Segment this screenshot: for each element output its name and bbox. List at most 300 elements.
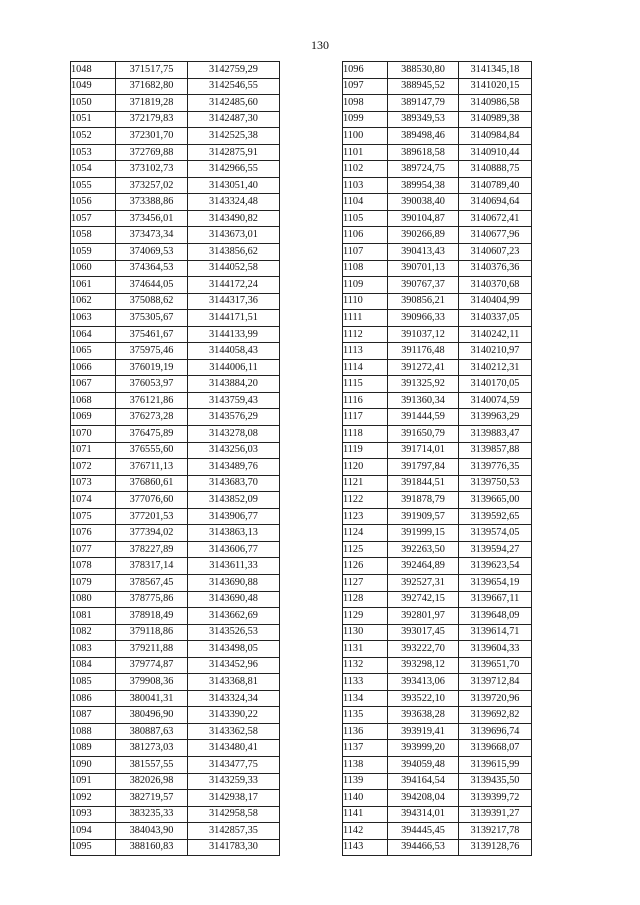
y-coordinate-cell: 3144133,99 bbox=[188, 326, 280, 343]
point-number-cell: 1108 bbox=[343, 260, 388, 277]
point-number-cell: 1075 bbox=[71, 508, 116, 525]
x-coordinate-cell: 379774,87 bbox=[116, 657, 188, 674]
point-number-cell: 1066 bbox=[71, 359, 116, 376]
point-number-cell: 1122 bbox=[343, 492, 388, 509]
point-number-cell: 1116 bbox=[343, 392, 388, 409]
point-number-cell: 1071 bbox=[71, 442, 116, 459]
table-row bbox=[71, 326, 280, 343]
point-number-cell: 1143 bbox=[343, 839, 388, 856]
y-coordinate-cell: 3142875,91 bbox=[188, 144, 280, 161]
point-number-cell: 1127 bbox=[343, 574, 388, 591]
table-row bbox=[71, 525, 280, 542]
table-row bbox=[71, 839, 280, 856]
table-row bbox=[71, 574, 280, 591]
coordinates-table-right bbox=[342, 61, 532, 856]
x-coordinate-cell: 391176,48 bbox=[388, 343, 459, 360]
point-number-cell: 1086 bbox=[71, 690, 116, 707]
point-number-cell: 1054 bbox=[71, 161, 116, 178]
x-coordinate-cell: 392464,89 bbox=[388, 558, 459, 575]
point-number-cell: 1072 bbox=[71, 459, 116, 476]
table-row bbox=[343, 707, 532, 724]
table-row bbox=[71, 227, 280, 244]
y-coordinate-cell: 3143611,33 bbox=[188, 558, 280, 575]
y-coordinate-cell: 3140986,58 bbox=[459, 95, 532, 112]
y-coordinate-cell: 3144058,43 bbox=[188, 343, 280, 360]
x-coordinate-cell: 384043,90 bbox=[116, 823, 188, 840]
x-coordinate-cell: 391325,92 bbox=[388, 376, 459, 393]
y-coordinate-cell: 3144006,11 bbox=[188, 359, 280, 376]
point-number-cell: 1128 bbox=[343, 591, 388, 608]
table-row bbox=[343, 657, 532, 674]
y-coordinate-cell: 3143498,05 bbox=[188, 641, 280, 658]
page-number: 130 bbox=[311, 38, 329, 52]
point-number-cell: 1111 bbox=[343, 310, 388, 327]
x-coordinate-cell: 375461,67 bbox=[116, 326, 188, 343]
table-row bbox=[71, 541, 280, 558]
table-row bbox=[71, 591, 280, 608]
x-coordinate-cell: 376053,97 bbox=[116, 376, 188, 393]
x-coordinate-cell: 373257,02 bbox=[116, 177, 188, 194]
y-coordinate-cell: 3143477,75 bbox=[188, 756, 280, 773]
table-row bbox=[343, 558, 532, 575]
point-number-cell: 1084 bbox=[71, 657, 116, 674]
x-coordinate-cell: 389954,38 bbox=[388, 177, 459, 194]
point-number-cell: 1092 bbox=[71, 790, 116, 807]
x-coordinate-cell: 379211,88 bbox=[116, 641, 188, 658]
point-number-cell: 1115 bbox=[343, 376, 388, 393]
x-coordinate-cell: 372179,83 bbox=[116, 111, 188, 128]
y-coordinate-cell: 3144171,51 bbox=[188, 310, 280, 327]
y-coordinate-cell: 3143362,58 bbox=[188, 723, 280, 740]
y-coordinate-cell: 3140210,97 bbox=[459, 343, 532, 360]
x-coordinate-cell: 390767,37 bbox=[388, 277, 459, 294]
table-row bbox=[343, 492, 532, 509]
table-row bbox=[343, 409, 532, 426]
table-row bbox=[343, 674, 532, 691]
x-coordinate-cell: 378567,45 bbox=[116, 574, 188, 591]
table-row bbox=[71, 508, 280, 525]
table-row bbox=[343, 641, 532, 658]
point-number-cell: 1119 bbox=[343, 442, 388, 459]
point-number-cell: 1107 bbox=[343, 244, 388, 261]
point-number-cell: 1081 bbox=[71, 608, 116, 625]
x-coordinate-cell: 376475,89 bbox=[116, 426, 188, 443]
y-coordinate-cell: 3140888,75 bbox=[459, 161, 532, 178]
point-number-cell: 1064 bbox=[71, 326, 116, 343]
point-number-cell: 1099 bbox=[343, 111, 388, 128]
x-coordinate-cell: 391844,51 bbox=[388, 475, 459, 492]
point-number-cell: 1062 bbox=[71, 293, 116, 310]
x-coordinate-cell: 376121,86 bbox=[116, 392, 188, 409]
table-row bbox=[71, 442, 280, 459]
point-number-cell: 1053 bbox=[71, 144, 116, 161]
x-coordinate-cell: 374644,05 bbox=[116, 277, 188, 294]
point-number-cell: 1076 bbox=[71, 525, 116, 542]
table-row bbox=[343, 839, 532, 856]
x-coordinate-cell: 389618,58 bbox=[388, 144, 459, 161]
x-coordinate-cell: 394466,53 bbox=[388, 839, 459, 856]
point-number-cell: 1095 bbox=[71, 839, 116, 856]
table-row bbox=[343, 392, 532, 409]
point-number-cell: 1082 bbox=[71, 624, 116, 641]
point-number-cell: 1140 bbox=[343, 790, 388, 807]
table-row bbox=[71, 343, 280, 360]
x-coordinate-cell: 374364,53 bbox=[116, 260, 188, 277]
point-number-cell: 1061 bbox=[71, 277, 116, 294]
point-number-cell: 1142 bbox=[343, 823, 388, 840]
point-number-cell: 1101 bbox=[343, 144, 388, 161]
table-row bbox=[71, 475, 280, 492]
y-coordinate-cell: 3139604,33 bbox=[459, 641, 532, 658]
table-row bbox=[71, 95, 280, 112]
table-row bbox=[71, 723, 280, 740]
point-number-cell: 1094 bbox=[71, 823, 116, 840]
point-number-cell: 1078 bbox=[71, 558, 116, 575]
x-coordinate-cell: 388160,83 bbox=[116, 839, 188, 856]
point-number-cell: 1121 bbox=[343, 475, 388, 492]
table-row bbox=[71, 773, 280, 790]
y-coordinate-cell: 3139750,53 bbox=[459, 475, 532, 492]
table-row bbox=[343, 161, 532, 178]
y-coordinate-cell: 3141020,15 bbox=[459, 78, 532, 95]
y-coordinate-cell: 3139720,96 bbox=[459, 690, 532, 707]
table-row bbox=[343, 541, 532, 558]
y-coordinate-cell: 3140376,36 bbox=[459, 260, 532, 277]
y-coordinate-cell: 3139696,74 bbox=[459, 723, 532, 740]
table-row bbox=[71, 244, 280, 261]
table-row bbox=[343, 227, 532, 244]
table-row bbox=[343, 525, 532, 542]
x-coordinate-cell: 389724,75 bbox=[388, 161, 459, 178]
point-number-cell: 1085 bbox=[71, 674, 116, 691]
y-coordinate-cell: 3140074,59 bbox=[459, 392, 532, 409]
y-coordinate-cell: 3142485,60 bbox=[188, 95, 280, 112]
point-number-cell: 1088 bbox=[71, 723, 116, 740]
y-coordinate-cell: 3143489,76 bbox=[188, 459, 280, 476]
table-row bbox=[343, 111, 532, 128]
y-coordinate-cell: 3139574,05 bbox=[459, 525, 532, 542]
x-coordinate-cell: 392263,50 bbox=[388, 541, 459, 558]
table-row bbox=[71, 310, 280, 327]
table-row bbox=[343, 459, 532, 476]
y-coordinate-cell: 3140170,05 bbox=[459, 376, 532, 393]
table-row bbox=[71, 392, 280, 409]
x-coordinate-cell: 373388,86 bbox=[116, 194, 188, 211]
point-number-cell: 1089 bbox=[71, 740, 116, 757]
x-coordinate-cell: 381557,55 bbox=[116, 756, 188, 773]
table-row bbox=[343, 194, 532, 211]
x-coordinate-cell: 375305,67 bbox=[116, 310, 188, 327]
y-coordinate-cell: 3143852,09 bbox=[188, 492, 280, 509]
y-coordinate-cell: 3139654,19 bbox=[459, 574, 532, 591]
table-row bbox=[343, 426, 532, 443]
point-number-cell: 1110 bbox=[343, 293, 388, 310]
y-coordinate-cell: 3139435,50 bbox=[459, 773, 532, 790]
x-coordinate-cell: 391037,12 bbox=[388, 326, 459, 343]
y-coordinate-cell: 3143856,62 bbox=[188, 244, 280, 261]
y-coordinate-cell: 3143884,20 bbox=[188, 376, 280, 393]
table-row bbox=[71, 624, 280, 641]
table-row bbox=[71, 62, 280, 79]
x-coordinate-cell: 377394,02 bbox=[116, 525, 188, 542]
table-row bbox=[343, 790, 532, 807]
x-coordinate-cell: 390413,43 bbox=[388, 244, 459, 261]
table-row bbox=[343, 823, 532, 840]
x-coordinate-cell: 393638,28 bbox=[388, 707, 459, 724]
y-coordinate-cell: 3139592,65 bbox=[459, 508, 532, 525]
point-number-cell: 1102 bbox=[343, 161, 388, 178]
point-number-cell: 1125 bbox=[343, 541, 388, 558]
point-number-cell: 1103 bbox=[343, 177, 388, 194]
table-row bbox=[71, 194, 280, 211]
point-number-cell: 1052 bbox=[71, 128, 116, 145]
table-row bbox=[343, 806, 532, 823]
table-row bbox=[71, 790, 280, 807]
x-coordinate-cell: 390038,40 bbox=[388, 194, 459, 211]
x-coordinate-cell: 373473,34 bbox=[116, 227, 188, 244]
y-coordinate-cell: 3143324,34 bbox=[188, 690, 280, 707]
table-row bbox=[343, 591, 532, 608]
x-coordinate-cell: 375088,62 bbox=[116, 293, 188, 310]
table-row bbox=[343, 376, 532, 393]
point-number-cell: 1120 bbox=[343, 459, 388, 476]
x-coordinate-cell: 381273,03 bbox=[116, 740, 188, 757]
y-coordinate-cell: 3140337,05 bbox=[459, 310, 532, 327]
table-row bbox=[343, 756, 532, 773]
x-coordinate-cell: 394208,04 bbox=[388, 790, 459, 807]
table-row bbox=[71, 608, 280, 625]
table-row bbox=[343, 773, 532, 790]
table-row bbox=[71, 707, 280, 724]
y-coordinate-cell: 3142759,29 bbox=[188, 62, 280, 79]
point-number-cell: 1132 bbox=[343, 657, 388, 674]
x-coordinate-cell: 390104,87 bbox=[388, 210, 459, 227]
table-row bbox=[343, 260, 532, 277]
y-coordinate-cell: 3139623,54 bbox=[459, 558, 532, 575]
point-number-cell: 1074 bbox=[71, 492, 116, 509]
table-row bbox=[71, 359, 280, 376]
x-coordinate-cell: 371517,75 bbox=[116, 62, 188, 79]
table-row bbox=[71, 641, 280, 658]
point-number-cell: 1139 bbox=[343, 773, 388, 790]
table-row bbox=[343, 608, 532, 625]
table-row bbox=[343, 144, 532, 161]
x-coordinate-cell: 393522,10 bbox=[388, 690, 459, 707]
y-coordinate-cell: 3142958,58 bbox=[188, 806, 280, 823]
point-number-cell: 1080 bbox=[71, 591, 116, 608]
table-row bbox=[71, 277, 280, 294]
table-row bbox=[71, 558, 280, 575]
point-number-cell: 1123 bbox=[343, 508, 388, 525]
x-coordinate-cell: 383235,33 bbox=[116, 806, 188, 823]
x-coordinate-cell: 388945,52 bbox=[388, 78, 459, 95]
point-number-cell: 1106 bbox=[343, 227, 388, 244]
x-coordinate-cell: 376860,61 bbox=[116, 475, 188, 492]
x-coordinate-cell: 390856,21 bbox=[388, 293, 459, 310]
x-coordinate-cell: 380496,90 bbox=[116, 707, 188, 724]
x-coordinate-cell: 374069,53 bbox=[116, 244, 188, 261]
point-number-cell: 1077 bbox=[71, 541, 116, 558]
x-coordinate-cell: 376711,13 bbox=[116, 459, 188, 476]
x-coordinate-cell: 392527,31 bbox=[388, 574, 459, 591]
coordinates-table-left bbox=[70, 61, 280, 856]
y-coordinate-cell: 3143690,48 bbox=[188, 591, 280, 608]
x-coordinate-cell: 393017,45 bbox=[388, 624, 459, 641]
point-number-cell: 1060 bbox=[71, 260, 116, 277]
y-coordinate-cell: 3143606,77 bbox=[188, 541, 280, 558]
point-number-cell: 1113 bbox=[343, 343, 388, 360]
point-number-cell: 1109 bbox=[343, 277, 388, 294]
y-coordinate-cell: 3139668,07 bbox=[459, 740, 532, 757]
table-row bbox=[71, 657, 280, 674]
x-coordinate-cell: 377076,60 bbox=[116, 492, 188, 509]
table-row bbox=[343, 210, 532, 227]
x-coordinate-cell: 393999,20 bbox=[388, 740, 459, 757]
y-coordinate-cell: 3140370,68 bbox=[459, 277, 532, 294]
point-number-cell: 1097 bbox=[343, 78, 388, 95]
point-number-cell: 1135 bbox=[343, 707, 388, 724]
point-number-cell: 1073 bbox=[71, 475, 116, 492]
y-coordinate-cell: 3139883,47 bbox=[459, 426, 532, 443]
y-coordinate-cell: 3139614,71 bbox=[459, 624, 532, 641]
table-row bbox=[343, 442, 532, 459]
x-coordinate-cell: 375975,46 bbox=[116, 343, 188, 360]
point-number-cell: 1090 bbox=[71, 756, 116, 773]
x-coordinate-cell: 371819,28 bbox=[116, 95, 188, 112]
point-number-cell: 1069 bbox=[71, 409, 116, 426]
x-coordinate-cell: 393919,41 bbox=[388, 723, 459, 740]
x-coordinate-cell: 394445,45 bbox=[388, 823, 459, 840]
y-coordinate-cell: 3142546,55 bbox=[188, 78, 280, 95]
y-coordinate-cell: 3143863,13 bbox=[188, 525, 280, 542]
y-coordinate-cell: 3139128,76 bbox=[459, 839, 532, 856]
point-number-cell: 1136 bbox=[343, 723, 388, 740]
table-row bbox=[71, 376, 280, 393]
table-row bbox=[71, 740, 280, 757]
table-row bbox=[71, 177, 280, 194]
table-row bbox=[343, 293, 532, 310]
y-coordinate-cell: 3139615,99 bbox=[459, 756, 532, 773]
y-coordinate-cell: 3143452,96 bbox=[188, 657, 280, 674]
table-row bbox=[71, 823, 280, 840]
table-row bbox=[71, 806, 280, 823]
y-coordinate-cell: 3144172,24 bbox=[188, 277, 280, 294]
point-number-cell: 1129 bbox=[343, 608, 388, 625]
x-coordinate-cell: 391878,79 bbox=[388, 492, 459, 509]
y-coordinate-cell: 3142487,30 bbox=[188, 111, 280, 128]
x-coordinate-cell: 372769,88 bbox=[116, 144, 188, 161]
table-row bbox=[71, 210, 280, 227]
y-coordinate-cell: 3140242,11 bbox=[459, 326, 532, 343]
y-coordinate-cell: 3143278,08 bbox=[188, 426, 280, 443]
x-coordinate-cell: 390966,33 bbox=[388, 310, 459, 327]
table-row bbox=[71, 690, 280, 707]
x-coordinate-cell: 380887,63 bbox=[116, 723, 188, 740]
x-coordinate-cell: 372301,70 bbox=[116, 128, 188, 145]
point-number-cell: 1048 bbox=[71, 62, 116, 79]
y-coordinate-cell: 3141783,30 bbox=[188, 839, 280, 856]
table-row bbox=[71, 756, 280, 773]
point-number-cell: 1056 bbox=[71, 194, 116, 211]
table-row bbox=[343, 740, 532, 757]
y-coordinate-cell: 3143662,69 bbox=[188, 608, 280, 625]
x-coordinate-cell: 378317,14 bbox=[116, 558, 188, 575]
x-coordinate-cell: 373102,73 bbox=[116, 161, 188, 178]
y-coordinate-cell: 3140672,41 bbox=[459, 210, 532, 227]
x-coordinate-cell: 382719,57 bbox=[116, 790, 188, 807]
point-number-cell: 1055 bbox=[71, 177, 116, 194]
y-coordinate-cell: 3143390,22 bbox=[188, 707, 280, 724]
table-row bbox=[71, 409, 280, 426]
point-number-cell: 1138 bbox=[343, 756, 388, 773]
point-number-cell: 1051 bbox=[71, 111, 116, 128]
point-number-cell: 1059 bbox=[71, 244, 116, 261]
x-coordinate-cell: 378775,86 bbox=[116, 591, 188, 608]
y-coordinate-cell: 3143759,43 bbox=[188, 392, 280, 409]
x-coordinate-cell: 391797,84 bbox=[388, 459, 459, 476]
y-coordinate-cell: 3143368,81 bbox=[188, 674, 280, 691]
table-row bbox=[343, 624, 532, 641]
y-coordinate-cell: 3140910,44 bbox=[459, 144, 532, 161]
y-coordinate-cell: 3140677,96 bbox=[459, 227, 532, 244]
point-number-cell: 1134 bbox=[343, 690, 388, 707]
table-row bbox=[71, 293, 280, 310]
table-row bbox=[343, 475, 532, 492]
y-coordinate-cell: 3140989,38 bbox=[459, 111, 532, 128]
table-row bbox=[343, 508, 532, 525]
x-coordinate-cell: 392742,15 bbox=[388, 591, 459, 608]
y-coordinate-cell: 3142938,17 bbox=[188, 790, 280, 807]
point-number-cell: 1057 bbox=[71, 210, 116, 227]
x-coordinate-cell: 391999,15 bbox=[388, 525, 459, 542]
point-number-cell: 1105 bbox=[343, 210, 388, 227]
y-coordinate-cell: 3143690,88 bbox=[188, 574, 280, 591]
y-coordinate-cell: 3142857,35 bbox=[188, 823, 280, 840]
x-coordinate-cell: 391909,57 bbox=[388, 508, 459, 525]
point-number-cell: 1063 bbox=[71, 310, 116, 327]
point-number-cell: 1068 bbox=[71, 392, 116, 409]
x-coordinate-cell: 390266,89 bbox=[388, 227, 459, 244]
y-coordinate-cell: 3143683,70 bbox=[188, 475, 280, 492]
x-coordinate-cell: 394164,54 bbox=[388, 773, 459, 790]
point-number-cell: 1083 bbox=[71, 641, 116, 658]
x-coordinate-cell: 376555,60 bbox=[116, 442, 188, 459]
x-coordinate-cell: 391360,34 bbox=[388, 392, 459, 409]
point-number-cell: 1112 bbox=[343, 326, 388, 343]
table-row bbox=[71, 111, 280, 128]
x-coordinate-cell: 391272,41 bbox=[388, 359, 459, 376]
y-coordinate-cell: 3140789,40 bbox=[459, 177, 532, 194]
y-coordinate-cell: 3139651,70 bbox=[459, 657, 532, 674]
x-coordinate-cell: 394059,48 bbox=[388, 756, 459, 773]
y-coordinate-cell: 3139776,35 bbox=[459, 459, 532, 476]
y-coordinate-cell: 3140607,23 bbox=[459, 244, 532, 261]
y-coordinate-cell: 3139857,88 bbox=[459, 442, 532, 459]
table-row bbox=[343, 277, 532, 294]
x-coordinate-cell: 376273,28 bbox=[116, 409, 188, 426]
point-number-cell: 1058 bbox=[71, 227, 116, 244]
x-coordinate-cell: 393222,70 bbox=[388, 641, 459, 658]
x-coordinate-cell: 382026,98 bbox=[116, 773, 188, 790]
y-coordinate-cell: 3143576,29 bbox=[188, 409, 280, 426]
y-coordinate-cell: 3142525,38 bbox=[188, 128, 280, 145]
y-coordinate-cell: 3139391,27 bbox=[459, 806, 532, 823]
x-coordinate-cell: 379118,86 bbox=[116, 624, 188, 641]
point-number-cell: 1065 bbox=[71, 343, 116, 360]
table-row bbox=[343, 95, 532, 112]
table-row bbox=[71, 674, 280, 691]
table-row bbox=[71, 459, 280, 476]
